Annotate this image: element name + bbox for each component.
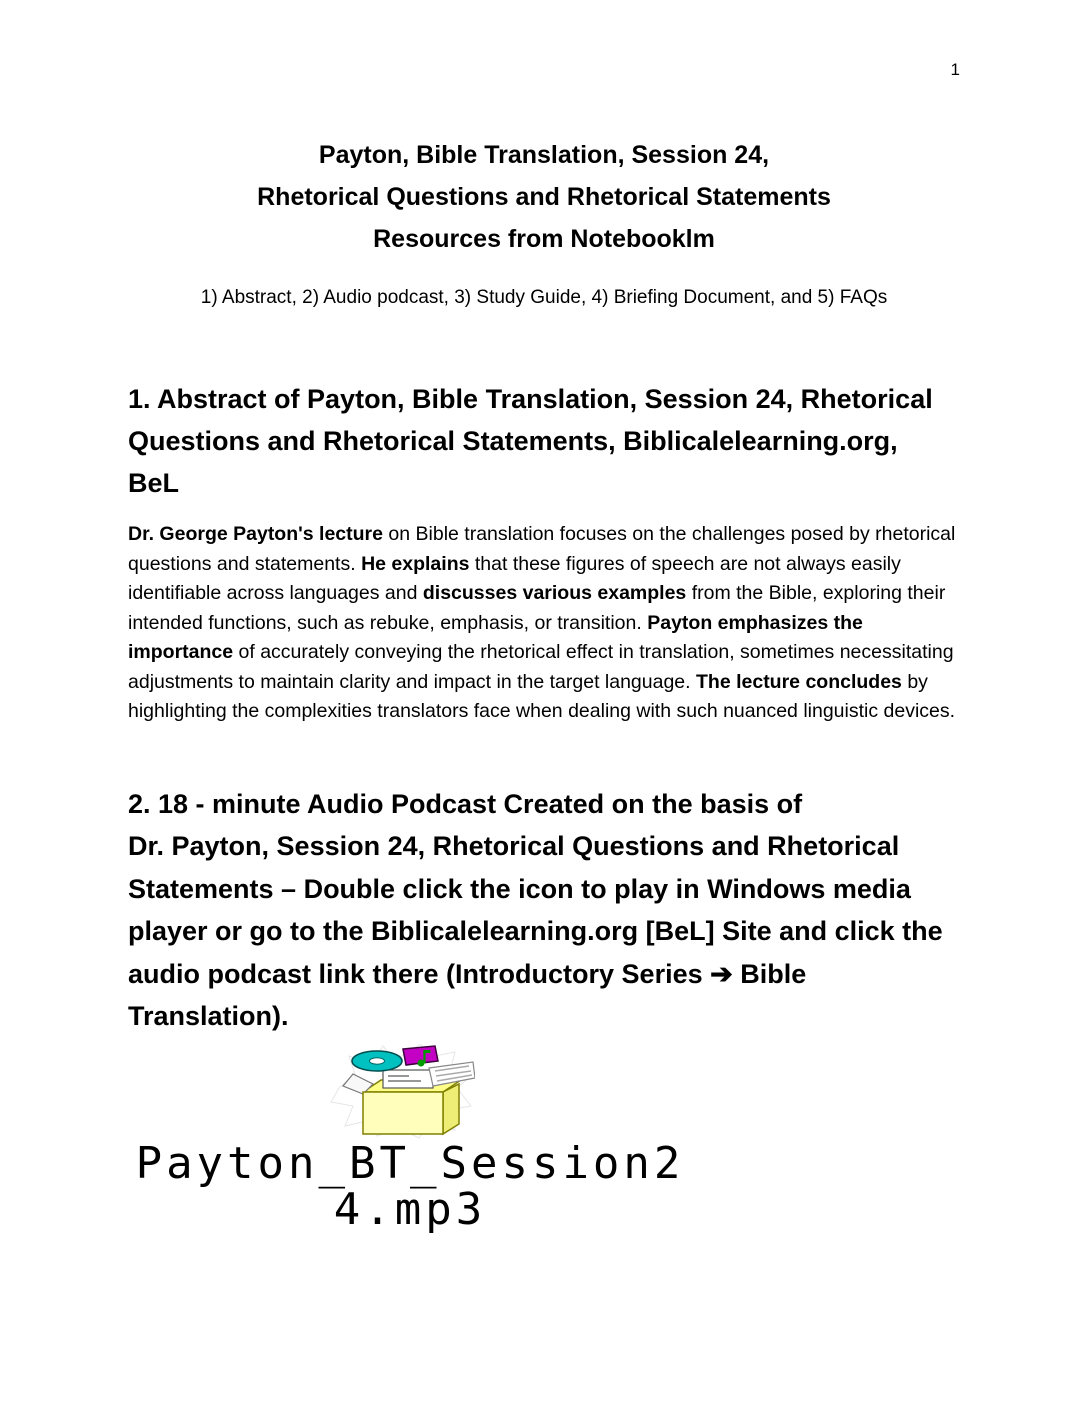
section1-heading: 1. Abstract of Payton, Bible Translation, Session 24, Rhetorical Questions and Rhetorical Statements, Biblicalelearning.org, BeL <box>128 384 933 498</box>
resources-summary: 1) Abstract, 2) Audio podcast, 3) Study Guide, 4) Briefing Document, and 5) FAQs <box>200 287 888 308</box>
page-number: 1 <box>950 60 960 79</box>
section2-heading: 2. 18 - minute Audio Podcast Created on the basis of Dr. Payton, Session 24, Rhetorical Questions and Rhetorical Statements – Double click the icon to play in Windows media player or go to the Biblicalelearning.org [BeL] Site and click the audio podcast link there (Introductory Series ➔ Bible Translation). <box>128 788 943 1031</box>
section1-abstract-paragraph: Dr. George Payton's lecture on Bible translation focuses on the challenges posed by rhetorical questions and statements. He explains that these figures of speech are not always easily identifiable across languages and discusses various examples from the Bible, exploring their intended functions, such as rebuke, emphasis, or transition. Payton emphasizes the importance of accurately conveying the rhetorical effect in translation, sometimes necessitating adjustments to maintain clarity and impact in the target language. The lecture concludes by highlighting the complexities translators face when dealing with such nuanced linguistic devices. <box>128 523 956 722</box>
audio-file-name[interactable]: Payton_BT_Session2 4.mp3 <box>135 1137 685 1235</box>
box-side <box>443 1084 459 1134</box>
media-package-icon[interactable] <box>325 1044 475 1139</box>
document-title: Payton, Bible Translation, Session 24, Rhetorical Questions and Rhetorical Statements Resources from Notebooklm <box>257 141 831 253</box>
box-front <box>363 1092 443 1134</box>
paper <box>383 1070 433 1088</box>
audio-file-item[interactable] <box>100 1044 720 1233</box>
